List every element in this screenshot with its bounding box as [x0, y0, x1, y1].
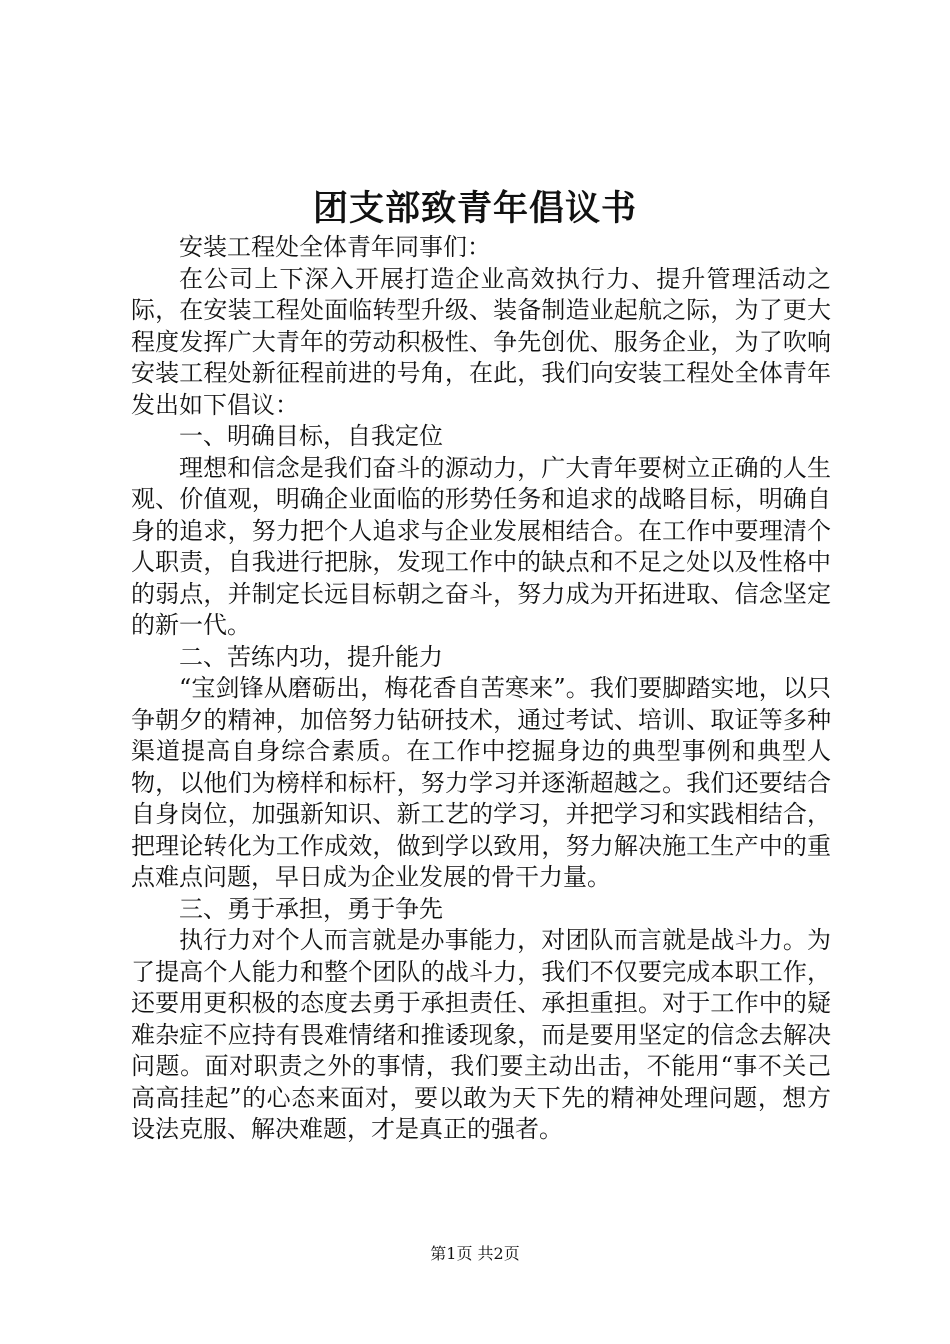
section-paragraph-2: “宝剑锋从磨砺出，梅花香自苦寒来”。我们要脚踏实地，以只争朝夕的精神，加倍努力钻研技术，通过考试、培训、取证等多种渠道提高自身综合素质。在工作中挖掘身边的典型事例和典型人物，以他们为榜样和标杆，努力学习并逐渐超越之。我们还要结合自身岗位，加强新知识、新工艺的学习，并把学习和实践相结合，把理论转化为工作成效，做到学以致用，努力解决施工生产中的重点难点问题，早日成为企业发展的骨干力量。 — [131, 674, 831, 891]
intro-paragraph: 在公司上下深入开展打造企业高效执行力、提升管理活动之际，在安装工程处面临转型升级、装备制造业起航之际，为了更大程度发挥广大青年的劳动积极性、争先创优、服务企业，为了吹响安装工程处新征程前进的号角，在此，我们向安装工程处全体青年发出如下倡议： — [131, 264, 831, 419]
section-heading-3: 三、勇于承担，勇于争先 — [179, 894, 443, 923]
section-heading-1: 一、明确目标，自我定位 — [179, 422, 443, 450]
section-paragraph-3: 执行力对个人而言就是办事能力，对团队而言就是战斗力。为了提高个人能力和整个团队的战斗力，我们不仅要完成本职工作，还要用更积极的态度去勇于承担责任、承担重担。对于工作中的疑难杂症不应持有畏难情绪和推诿现象，而是要用坚定的信念去解决问题。面对职责之外的事情，我们要主动出击，不能用“事不关己高高挂起”的心态来面对，要以敢为天下先的精神处理问题，想方设法克服、解决难题，才是真正的强者。 — [131, 926, 831, 1143]
page-footer: 第1页 共2页 — [430, 1244, 520, 1263]
document-body — [131, 232, 831, 1146]
section-heading-2: 二、苦练内功，提升能力 — [179, 642, 443, 671]
salutation: 安装工程处全体青年同事们： — [179, 233, 491, 261]
document-title: 团支部致青年倡议书 — [312, 188, 637, 229]
section-paragraph-1: 理想和信念是我们奋斗的源动力，广大青年要树立正确的人生观、价值观，明确企业面临的形势任务和追求的战略目标，明确自身的追求，努力把个人追求与企业发展相结合。在工作中要理清个人职责，自我进行把脉，发现工作中的缺点和不足之处以及性格中的弱点，并制定长远目标朝之奋斗，努力成为开拓进取、信念坚定的新一代。 — [131, 453, 831, 639]
